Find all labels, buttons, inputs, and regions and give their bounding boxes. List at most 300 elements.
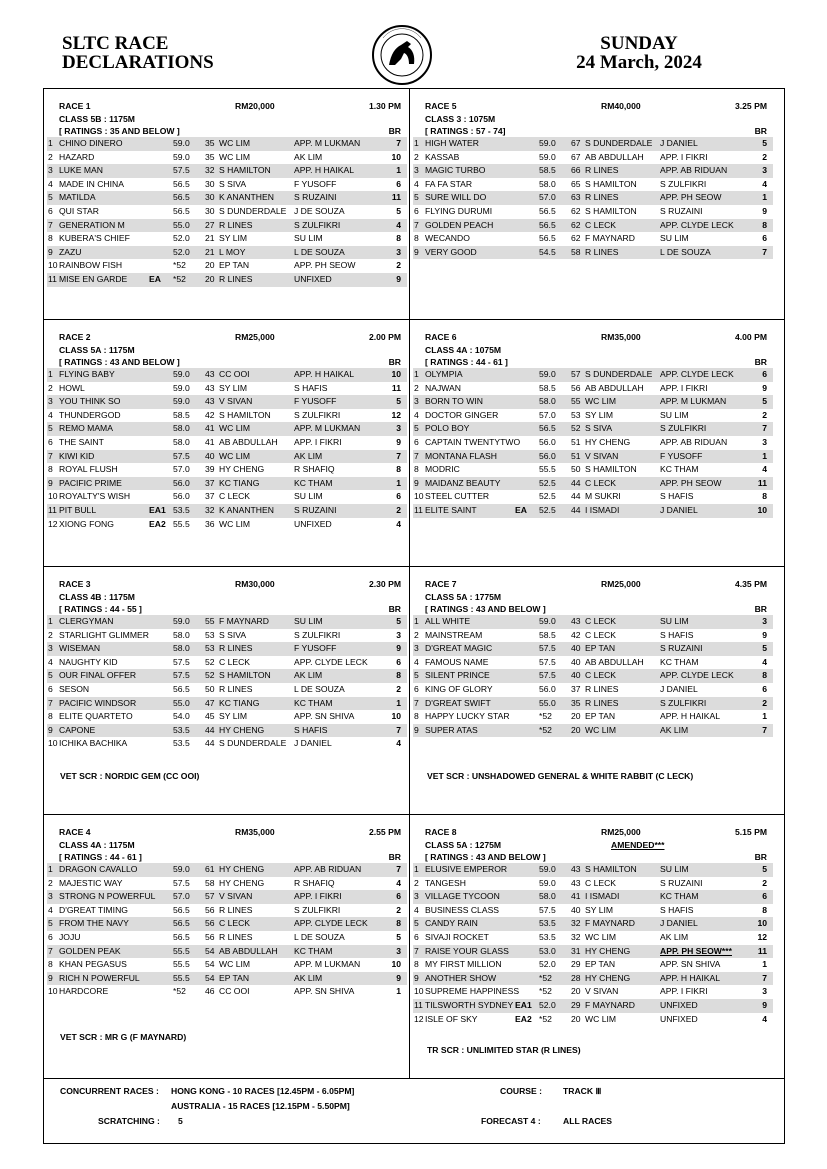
horse-rating: 40 [205, 450, 215, 461]
handicap-weight: 53.5 [173, 738, 190, 749]
barrier-draw: 10 [757, 504, 767, 515]
horse-name: MAINSTREAM [425, 629, 483, 640]
runner-number: 2 [48, 629, 53, 640]
runner-row [47, 697, 407, 711]
race-header [47, 99, 407, 113]
barrier-draw: 4 [762, 178, 767, 189]
jockey-name: S HAFIS [294, 724, 328, 735]
trainer-name: S SIVA [585, 423, 613, 434]
horse-rating: 62 [571, 219, 581, 230]
runner-number: 5 [48, 918, 53, 929]
handicap-weight: 56.5 [173, 683, 190, 694]
runner-number: 5 [414, 918, 419, 929]
course-label: COURSE : [500, 1086, 543, 1096]
scratching-note: VET SCR : NORDIC GEM (CC OOI) [60, 771, 200, 781]
race-panel [47, 577, 407, 751]
runner-number: 9 [414, 724, 419, 735]
jockey-name: S RUZAINI [660, 643, 703, 654]
runner-number: 5 [48, 670, 53, 681]
race-panel [413, 577, 773, 737]
jockey-name: APP. H HAIKAL [294, 369, 355, 379]
jockey-name: APP. I FIKRI [294, 891, 342, 902]
horse-rating: 39 [205, 464, 215, 475]
race-class: CLASS 3 : 1075M [425, 114, 496, 124]
handicap-weight: 53.5 [539, 918, 556, 929]
runner-number: 6 [414, 436, 419, 447]
handicap-weight: 52.5 [539, 477, 556, 488]
handicap-weight: *52 [173, 273, 186, 284]
runner-row [413, 219, 773, 233]
barrier-draw: 7 [396, 864, 401, 874]
race-ratings-row [47, 603, 407, 615]
trainer-name: WC LIM [585, 724, 617, 735]
horse-rating: 51 [571, 450, 581, 461]
runner-row [47, 518, 407, 532]
trainer-name: R LINES [219, 643, 253, 654]
horse-rating: 29 [571, 999, 581, 1010]
barrier-draw: 1 [762, 711, 767, 722]
jockey-name: APP. H HAIKAL [660, 972, 721, 983]
barrier-draw: 7 [396, 450, 401, 461]
runner-row [47, 477, 407, 491]
barrier-draw: 6 [762, 891, 767, 902]
trainer-name: S HAMILTON [585, 205, 637, 216]
runner-row [47, 863, 407, 877]
handicap-weight: 59.0 [173, 151, 190, 162]
barrier-draw: 2 [396, 904, 401, 915]
horse-rating: 35 [205, 151, 215, 162]
scratching-note: VET SCR : MR G (F MAYNARD) [60, 1032, 187, 1042]
barrier-draw: 10 [757, 918, 767, 929]
jockey-name: R SHAFIQ [294, 877, 335, 888]
jockey-name: S RUZAINI [660, 877, 703, 888]
barrier-header: BR [388, 604, 401, 614]
horse-name: REMO MAMA [59, 423, 113, 434]
trainer-name: S SIVA [219, 629, 247, 640]
handicap-weight: 56.0 [539, 436, 556, 447]
handicap-weight: 55.5 [173, 972, 190, 983]
barrier-draw: 5 [396, 205, 401, 216]
runner-number: 12 [414, 1013, 424, 1024]
jockey-name: SU LIM [660, 409, 689, 420]
barrier-draw: 7 [762, 724, 767, 735]
barrier-draw: 8 [396, 918, 401, 929]
runner-number: 4 [48, 178, 53, 189]
horse-name: SUPREME HAPPINESS [425, 986, 520, 997]
handicap-weight: 53.5 [173, 724, 190, 735]
runner-row [413, 178, 773, 192]
jockey-name: APP. H HAIKAL [294, 165, 355, 176]
handicap-weight: *52 [539, 986, 552, 997]
jockey-name: L DE SOUZA [294, 683, 345, 694]
barrier-draw: 3 [396, 945, 401, 956]
race-ratings: [ RATINGS : 44 - 55 ] [59, 604, 142, 614]
barrier-draw: 2 [396, 504, 401, 515]
jockey-name: F YUSOFF [660, 450, 703, 461]
handicap-weight: 58.0 [173, 643, 190, 654]
handicap-weight: 52.0 [173, 233, 190, 244]
horse-name: YOU THINK SO [59, 396, 121, 407]
jockey-name: S HAFIS [294, 382, 328, 393]
horse-rating: 67 [571, 151, 581, 162]
horse-name: KUBERA'S CHIEF [59, 233, 130, 244]
runner-number: 8 [48, 464, 53, 475]
jockey-name: APP. CLYDE LECK [660, 670, 734, 681]
jockey-name: AK LIM [294, 670, 323, 681]
barrier-draw: 3 [396, 629, 401, 640]
runner-row [413, 656, 773, 670]
runner-row [413, 382, 773, 396]
runner-number: 9 [414, 246, 419, 257]
runner-number: 10 [414, 986, 424, 997]
trainer-name: EP TAN [219, 260, 250, 271]
runner-number: 6 [48, 205, 53, 216]
jockey-name: S ZULFIKRI [660, 178, 707, 189]
runner-number: 3 [48, 165, 53, 176]
runner-row [47, 490, 407, 504]
horse-name: FROM THE NAVY [59, 918, 129, 929]
jockey-name: KC THAM [660, 891, 699, 902]
runner-row [47, 409, 407, 423]
barrier-draw: 6 [396, 178, 401, 189]
race-title: RACE 4 [59, 827, 91, 837]
race-title: RACE 6 [425, 332, 457, 342]
barrier-draw: 4 [762, 1013, 767, 1024]
trainer-name: HY CHENG [219, 877, 265, 888]
race-class-row [47, 344, 407, 356]
race-class-row [413, 344, 773, 356]
barrier-draw: 3 [762, 436, 767, 447]
runner-number: 4 [414, 409, 419, 420]
jockey-name: L DE SOUZA [294, 246, 345, 257]
jockey-name: APP. CLYDE LECK [660, 219, 734, 230]
horse-rating: 20 [571, 724, 581, 735]
barrier-draw: 12 [391, 409, 401, 420]
runner-number: 11 [414, 504, 423, 515]
trainer-name: HY CHENG [585, 945, 631, 956]
jockey-name: AK LIM [294, 151, 323, 162]
runner-row [47, 463, 407, 477]
barrier-draw: 9 [762, 382, 767, 393]
jockey-name: AK LIM [294, 972, 323, 983]
horse-rating: 55 [571, 396, 581, 407]
race-prize: RM35,000 [601, 332, 641, 342]
race-time: 3.25 PM [734, 101, 767, 111]
handicap-weight: 54.0 [173, 711, 190, 722]
handicap-weight: 53.5 [539, 931, 556, 942]
handicap-weight: 55.5 [173, 518, 190, 529]
handicap-weight: 56.5 [173, 931, 190, 942]
jockey-name: APP. AB RIDUAN [660, 436, 728, 447]
barrier-draw: 9 [396, 436, 401, 447]
runner-row [413, 863, 773, 877]
handicap-weight: *52 [173, 260, 186, 271]
horse-rating: 54 [205, 972, 215, 983]
horse-name: DRAGON CAVALLO [59, 864, 138, 874]
runner-row [413, 422, 773, 436]
trainer-name: HY CHENG [585, 972, 631, 983]
barrier-header: BR [754, 852, 767, 862]
horse-rating: 20 [571, 711, 581, 722]
barrier-draw: 10 [391, 711, 401, 722]
barrier-draw: 7 [762, 972, 767, 983]
trainer-name: C LECK [585, 629, 617, 640]
handicap-weight: 56.5 [173, 904, 190, 915]
trainer-name: R LINES [219, 931, 253, 942]
barrier-draw: 5 [396, 616, 401, 626]
forecast-label: FORECAST 4 : [481, 1116, 541, 1126]
jockey-name: J DANIEL [660, 504, 698, 515]
runner-row [413, 164, 773, 178]
runner-number: 9 [48, 724, 53, 735]
runner-number: 1 [414, 369, 419, 379]
horse-name: BORN TO WIN [425, 396, 483, 407]
jockey-name: APP. M LUKMAN [294, 423, 361, 434]
horse-name: GENERATION M [59, 219, 125, 230]
horse-rating: 29 [571, 959, 581, 970]
handicap-weight: 58.0 [539, 396, 556, 407]
runner-number: 6 [414, 931, 419, 942]
runner-number: 4 [414, 904, 419, 915]
horse-rating: 45 [205, 711, 215, 722]
jockey-name: J DANIEL [294, 738, 332, 749]
barrier-draw: 3 [762, 986, 767, 997]
barrier-draw: 8 [762, 670, 767, 681]
runner-number: 3 [414, 165, 419, 176]
trainer-name: I ISMADI [585, 504, 620, 515]
runner-row [47, 191, 407, 205]
runner-number: 9 [48, 246, 53, 257]
race-prize: RM35,000 [235, 827, 275, 837]
barrier-draw: 10 [391, 151, 401, 162]
jockey-name: APP. I FIKRI [660, 151, 708, 162]
barrier-draw: 7 [396, 138, 401, 148]
runner-number: 9 [48, 477, 53, 488]
horse-rating: 58 [205, 877, 215, 888]
race-class-row [413, 113, 773, 125]
horse-rating: 44 [571, 477, 581, 488]
horse-name: PACIFIC PRIME [59, 477, 122, 488]
barrier-draw: 1 [396, 477, 401, 488]
runner-number: 3 [414, 396, 419, 407]
runner-number: 6 [48, 683, 53, 694]
runner-number: 7 [48, 219, 53, 230]
runner-number: 2 [48, 151, 53, 162]
jockey-name: SU LIM [294, 233, 323, 244]
runner-number: 1 [48, 616, 53, 626]
race-time: 5.15 PM [734, 827, 767, 837]
runner-number: 5 [48, 423, 53, 434]
horse-name: TILSWORTH SYDNEY [425, 999, 514, 1010]
jockey-name: SU LIM [660, 233, 689, 244]
emergency-acceptor: EA1 [515, 999, 532, 1010]
horse-rating: 42 [571, 629, 581, 640]
trainer-name: V SIVAN [219, 891, 253, 902]
horse-name: MODRIC [425, 464, 460, 475]
race-ratings-row [413, 603, 773, 615]
horse-rating: 30 [205, 192, 215, 203]
race-time: 4.35 PM [734, 579, 767, 589]
handicap-weight: 57.5 [173, 656, 190, 667]
handicap-weight: 56.5 [173, 178, 190, 189]
jockey-name: UNFIXED [294, 273, 332, 284]
runner-number: 2 [48, 877, 53, 888]
trainer-name: HY CHENG [585, 436, 631, 447]
horse-rating: 40 [571, 670, 581, 681]
jockey-name: KC THAM [294, 477, 333, 488]
handicap-weight: 57.5 [539, 643, 556, 654]
trainer-name: M SUKRI [585, 491, 621, 502]
handicap-weight: 55.5 [539, 464, 556, 475]
horse-name: ANOTHER SHOW [425, 972, 497, 983]
handicap-weight: 58.0 [173, 436, 190, 447]
runner-row [413, 137, 773, 151]
race-class: CLASS 5A : 1175M [59, 345, 135, 355]
race-ratings: [ RATINGS : 35 AND BELOW ] [59, 126, 180, 136]
runner-row [47, 219, 407, 233]
runner-number: 1 [48, 369, 53, 379]
barrier-draw: 1 [762, 192, 767, 203]
handicap-weight: 59.0 [539, 151, 556, 162]
race-header [47, 577, 407, 591]
race-class: CLASS 4A : 1075M [425, 345, 502, 355]
horse-rating: 20 [571, 1013, 581, 1024]
jockey-name: S RUZAINI [660, 205, 703, 216]
handicap-weight: 57.0 [539, 192, 556, 203]
barrier-draw: 3 [396, 246, 401, 257]
runner-number: 8 [48, 233, 53, 244]
trainer-name: C LECK [219, 656, 251, 667]
barrier-draw: 7 [396, 724, 401, 735]
barrier-draw: 11 [757, 945, 767, 956]
barrier-draw: 5 [762, 396, 767, 407]
horse-name: CAPTAIN TWENTYTWO [425, 436, 521, 447]
runner-number: 5 [48, 192, 53, 203]
barrier-draw: 12 [757, 931, 767, 942]
handicap-weight: 58.5 [539, 165, 556, 176]
horse-name: D'GREAT SWIFT [425, 697, 491, 708]
runner-row [413, 958, 773, 972]
barrier-draw: 4 [396, 518, 401, 529]
horse-rating: 56 [205, 904, 215, 915]
barrier-draw: 8 [396, 464, 401, 475]
trainer-name: R LINES [585, 165, 619, 176]
trainer-name: C LECK [219, 918, 251, 929]
runner-row [413, 877, 773, 891]
horse-rating: 40 [571, 656, 581, 667]
horse-name: SURE WILL DO [425, 192, 487, 203]
horse-rating: 44 [571, 504, 581, 515]
trainer-name: EP TAN [585, 711, 616, 722]
race-day: SUNDAY [600, 33, 678, 54]
horse-rating: 41 [571, 891, 581, 902]
barrier-draw: 4 [396, 219, 401, 230]
race-ratings: [ RATINGS : 57 - 74] [425, 126, 506, 136]
jockey-name: APP. PH SEOW [294, 260, 356, 271]
horse-name: ZAZU [59, 246, 82, 257]
barrier-draw: 6 [396, 891, 401, 902]
horse-name: WISEMAN [59, 643, 101, 654]
runner-number: 10 [48, 738, 58, 749]
horse-name: JOJU [59, 931, 81, 942]
scratching-note: TR SCR : UNLIMITED STAR (R LINES) [427, 1045, 581, 1055]
horse-rating: 40 [571, 904, 581, 915]
race-title: RACE 7 [425, 579, 457, 589]
runner-number: 10 [48, 986, 58, 997]
runner-number: 8 [414, 711, 419, 722]
horse-name: CANDY RAIN [425, 918, 478, 929]
race-class: CLASS 5B : 1175M [59, 114, 135, 124]
barrier-draw: 3 [762, 165, 767, 176]
jockey-name: S ZULFIKRI [294, 904, 341, 915]
runner-number: 12 [48, 518, 58, 529]
horse-name: RAINBOW FISH [59, 260, 123, 271]
handicap-weight: 56.5 [539, 205, 556, 216]
runner-row [47, 737, 407, 751]
trainer-name: R LINES [585, 697, 619, 708]
trainer-name: HY CHENG [219, 724, 265, 735]
handicap-weight: *52 [173, 986, 186, 997]
horse-rating: 46 [205, 986, 215, 997]
runner-number: 7 [48, 450, 53, 461]
horse-name: THUNDERGOD [59, 409, 121, 420]
horse-name: POLO BOY [425, 423, 470, 434]
barrier-draw: 9 [396, 972, 401, 983]
handicap-weight: 56.5 [173, 192, 190, 203]
handicap-weight: 59.0 [173, 616, 190, 626]
runner-row [47, 368, 407, 382]
horse-name: MAJESTIC WAY [59, 877, 123, 888]
barrier-draw: 9 [396, 643, 401, 654]
horse-name: HAZARD [59, 151, 95, 162]
trainer-name: C LECK [585, 877, 617, 888]
trainer-name: I ISMADI [585, 891, 620, 902]
barrier-draw: 1 [396, 165, 401, 176]
handicap-weight: 57.5 [539, 904, 556, 915]
jockey-name: S ZULFIKRI [294, 629, 341, 640]
horse-name: MISE EN GARDE [59, 273, 128, 284]
horse-name: GOLDEN PEAK [59, 945, 121, 956]
horse-rating: 47 [205, 697, 215, 708]
horse-rating: 43 [205, 382, 215, 393]
handicap-weight: 59.0 [173, 864, 190, 874]
runner-row [47, 205, 407, 219]
horse-name: PIT BULL [59, 504, 97, 515]
runner-row [413, 395, 773, 409]
trainer-name: R LINES [219, 273, 253, 284]
horse-rating: 43 [571, 616, 581, 626]
handicap-weight: 56.5 [539, 233, 556, 244]
runner-row [47, 504, 407, 518]
horse-name: NAJWAN [425, 382, 461, 393]
jockey-name: J DANIEL [660, 683, 698, 694]
race-ratings: [ RATINGS : 43 AND BELOW ] [59, 357, 180, 367]
runner-number: 7 [48, 945, 53, 956]
scratching-label: SCRATCHING : [98, 1116, 160, 1126]
barrier-draw: 8 [762, 219, 767, 230]
horse-rating: 66 [571, 165, 581, 176]
trainer-name: SY LIM [219, 233, 248, 244]
handicap-weight: 57.5 [173, 450, 190, 461]
horse-rating: 53 [571, 409, 581, 420]
horse-rating: 21 [205, 246, 215, 257]
runner-number: 11 [48, 504, 57, 515]
barrier-draw: 2 [762, 151, 767, 162]
jockey-name: APP. AB RIDUAN [660, 165, 728, 176]
race-class: CLASS 4A : 1175M [59, 840, 135, 850]
horse-name: MAGIC TURBO [425, 165, 486, 176]
horse-name: WECANDO [425, 233, 470, 244]
